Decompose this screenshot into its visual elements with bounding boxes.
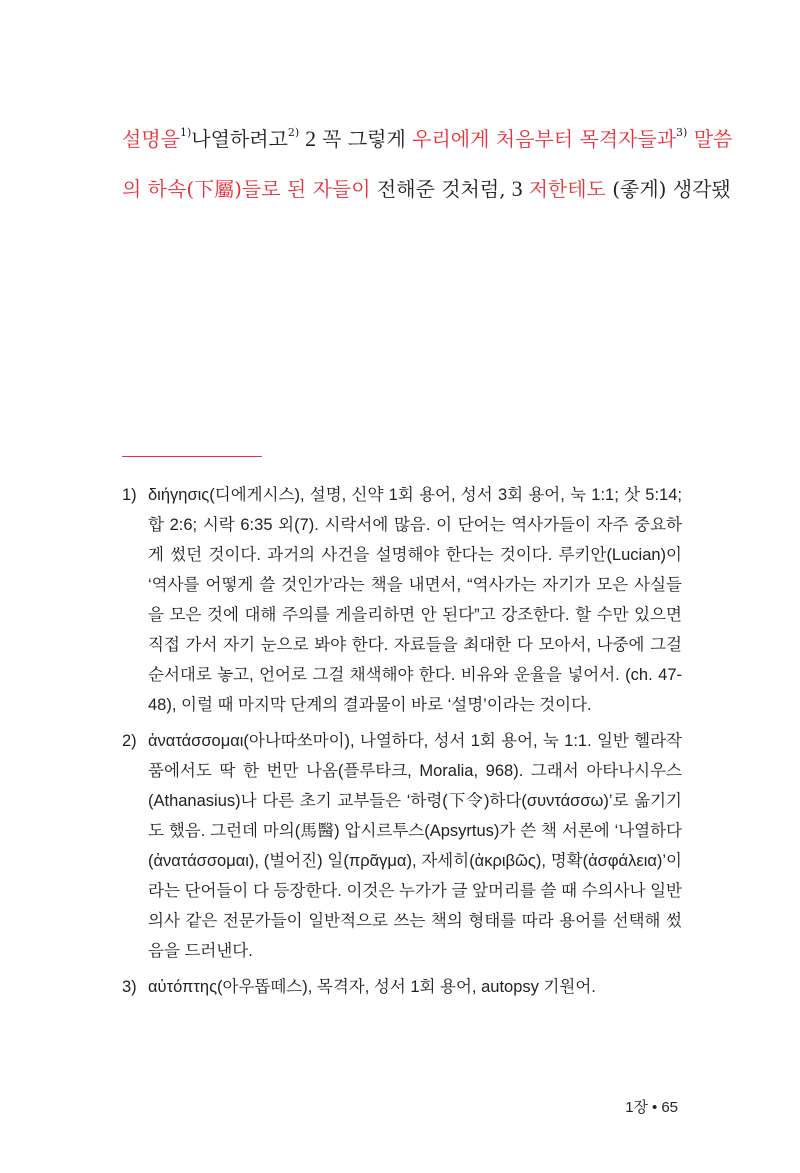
text-highlight: 저한테도 [528,177,606,201]
footnote-text: ἀνατάσσομαι(아나따쏘마이), 나열하다, 성서 1회 용어, 눅 1:1. 일반 헬라작품에서도 딱 한 번만 나옴(플루타크, Moralia, 968). 그래서 아타나시우스(Athanasius)나 다른 초기 교부들은 ‘하령(下令)하다(συντάσσω)’로 옮기기도 했음. 그런데 마의(馬醫) 압시르투스(Apsyrtus)가 쓴 책 서론에 ‘나열하다(ἀνατάσσομαι), (벌어진) 일(πρᾶγμα), 자세히(ἀκριβῶς), 명확(ἀσφάλεια)’이라는 단어들이 다 등장한다. 이것은 누가가 글 앞머리를 쓸 때 수의사나 일반의사 같은 전문가들이 일반적으로 쓰는 책의 형태를 따라 용어를 선택해 썼음을 드러낸다. [148,732,682,960]
footnote-text: διήγησις(디에게시스), 설명, 신약 1회 용어, 성서 3회 용어, 눅 1:1; 삿 5:14; 합 2:6; 시락 6:35 외(7). 시락서에 많음. 이 단어는 역사가들이 자주 중요하게 썼던 것이다. 과거의 사건을 설명해야 한다는 것이다. 루키안(Lucian)이 ‘역사를 어떻게 쓸 것인가’라는 책을 내면서, “역사가는 자기가 모은 사실들을 모은 것에 대해 주의를 게을리하면 안 된다”고 강조한다. 할 수만 있으면 직접 가서 자기 눈으로 봐야 한다. 자료들을 최대한 다 모아서, 나중에 그걸 순서대로 놓고, 언어로 그걸 채색해야 한다. 비유와 운율을 넣어서. (ch. 47-48), 이럴 때 마지막 단계의 결과물이 바로 ‘설명’이라는 것이다. [148,486,682,714]
body-line-1 [122,124,733,154]
footnote-2 [122,726,682,966]
footnote-ref-3[interactable]: 3) [676,126,688,139]
footnote-ref-2[interactable]: 2) [287,126,300,139]
footnote-ref-1[interactable]: 1) [179,126,192,139]
footnote-3 [122,972,682,1002]
footnote-number: 2) [122,732,137,750]
footnote-text: αὐτόπτης(아우똡떼스), 목격자, 성서 1회 용어, autopsy 기원어. [148,978,596,996]
text-plain: 꼭 그렇게 [322,127,406,151]
text-plain: 전해준 것처럼, [376,177,506,201]
page-number: 65 [661,1099,678,1116]
footnote-1 [122,480,682,720]
bullet-separator: • [652,1099,658,1116]
verse-number: 3 [511,176,523,201]
verse-number: 2 [305,126,317,151]
text-highlight: 의 하속(下屬)들로 된 자들이 [122,177,371,201]
page-footer [625,1096,678,1117]
footnote-number: 3) [122,978,137,996]
footnote-number: 1) [122,486,137,504]
footnote-divider [122,456,262,457]
footnotes [122,480,682,1002]
text-highlight: 설명을 [122,127,180,151]
text-plain: 나열하려고 [191,127,288,151]
text-highlight: 말씀 [693,127,733,151]
text-plain: (좋게) 생각됐 [612,177,731,201]
text-highlight: 우리에게 처음부터 목격자들과 [412,127,677,151]
body-line-2 [122,174,731,204]
chapter-label: 1장 [625,1099,649,1116]
